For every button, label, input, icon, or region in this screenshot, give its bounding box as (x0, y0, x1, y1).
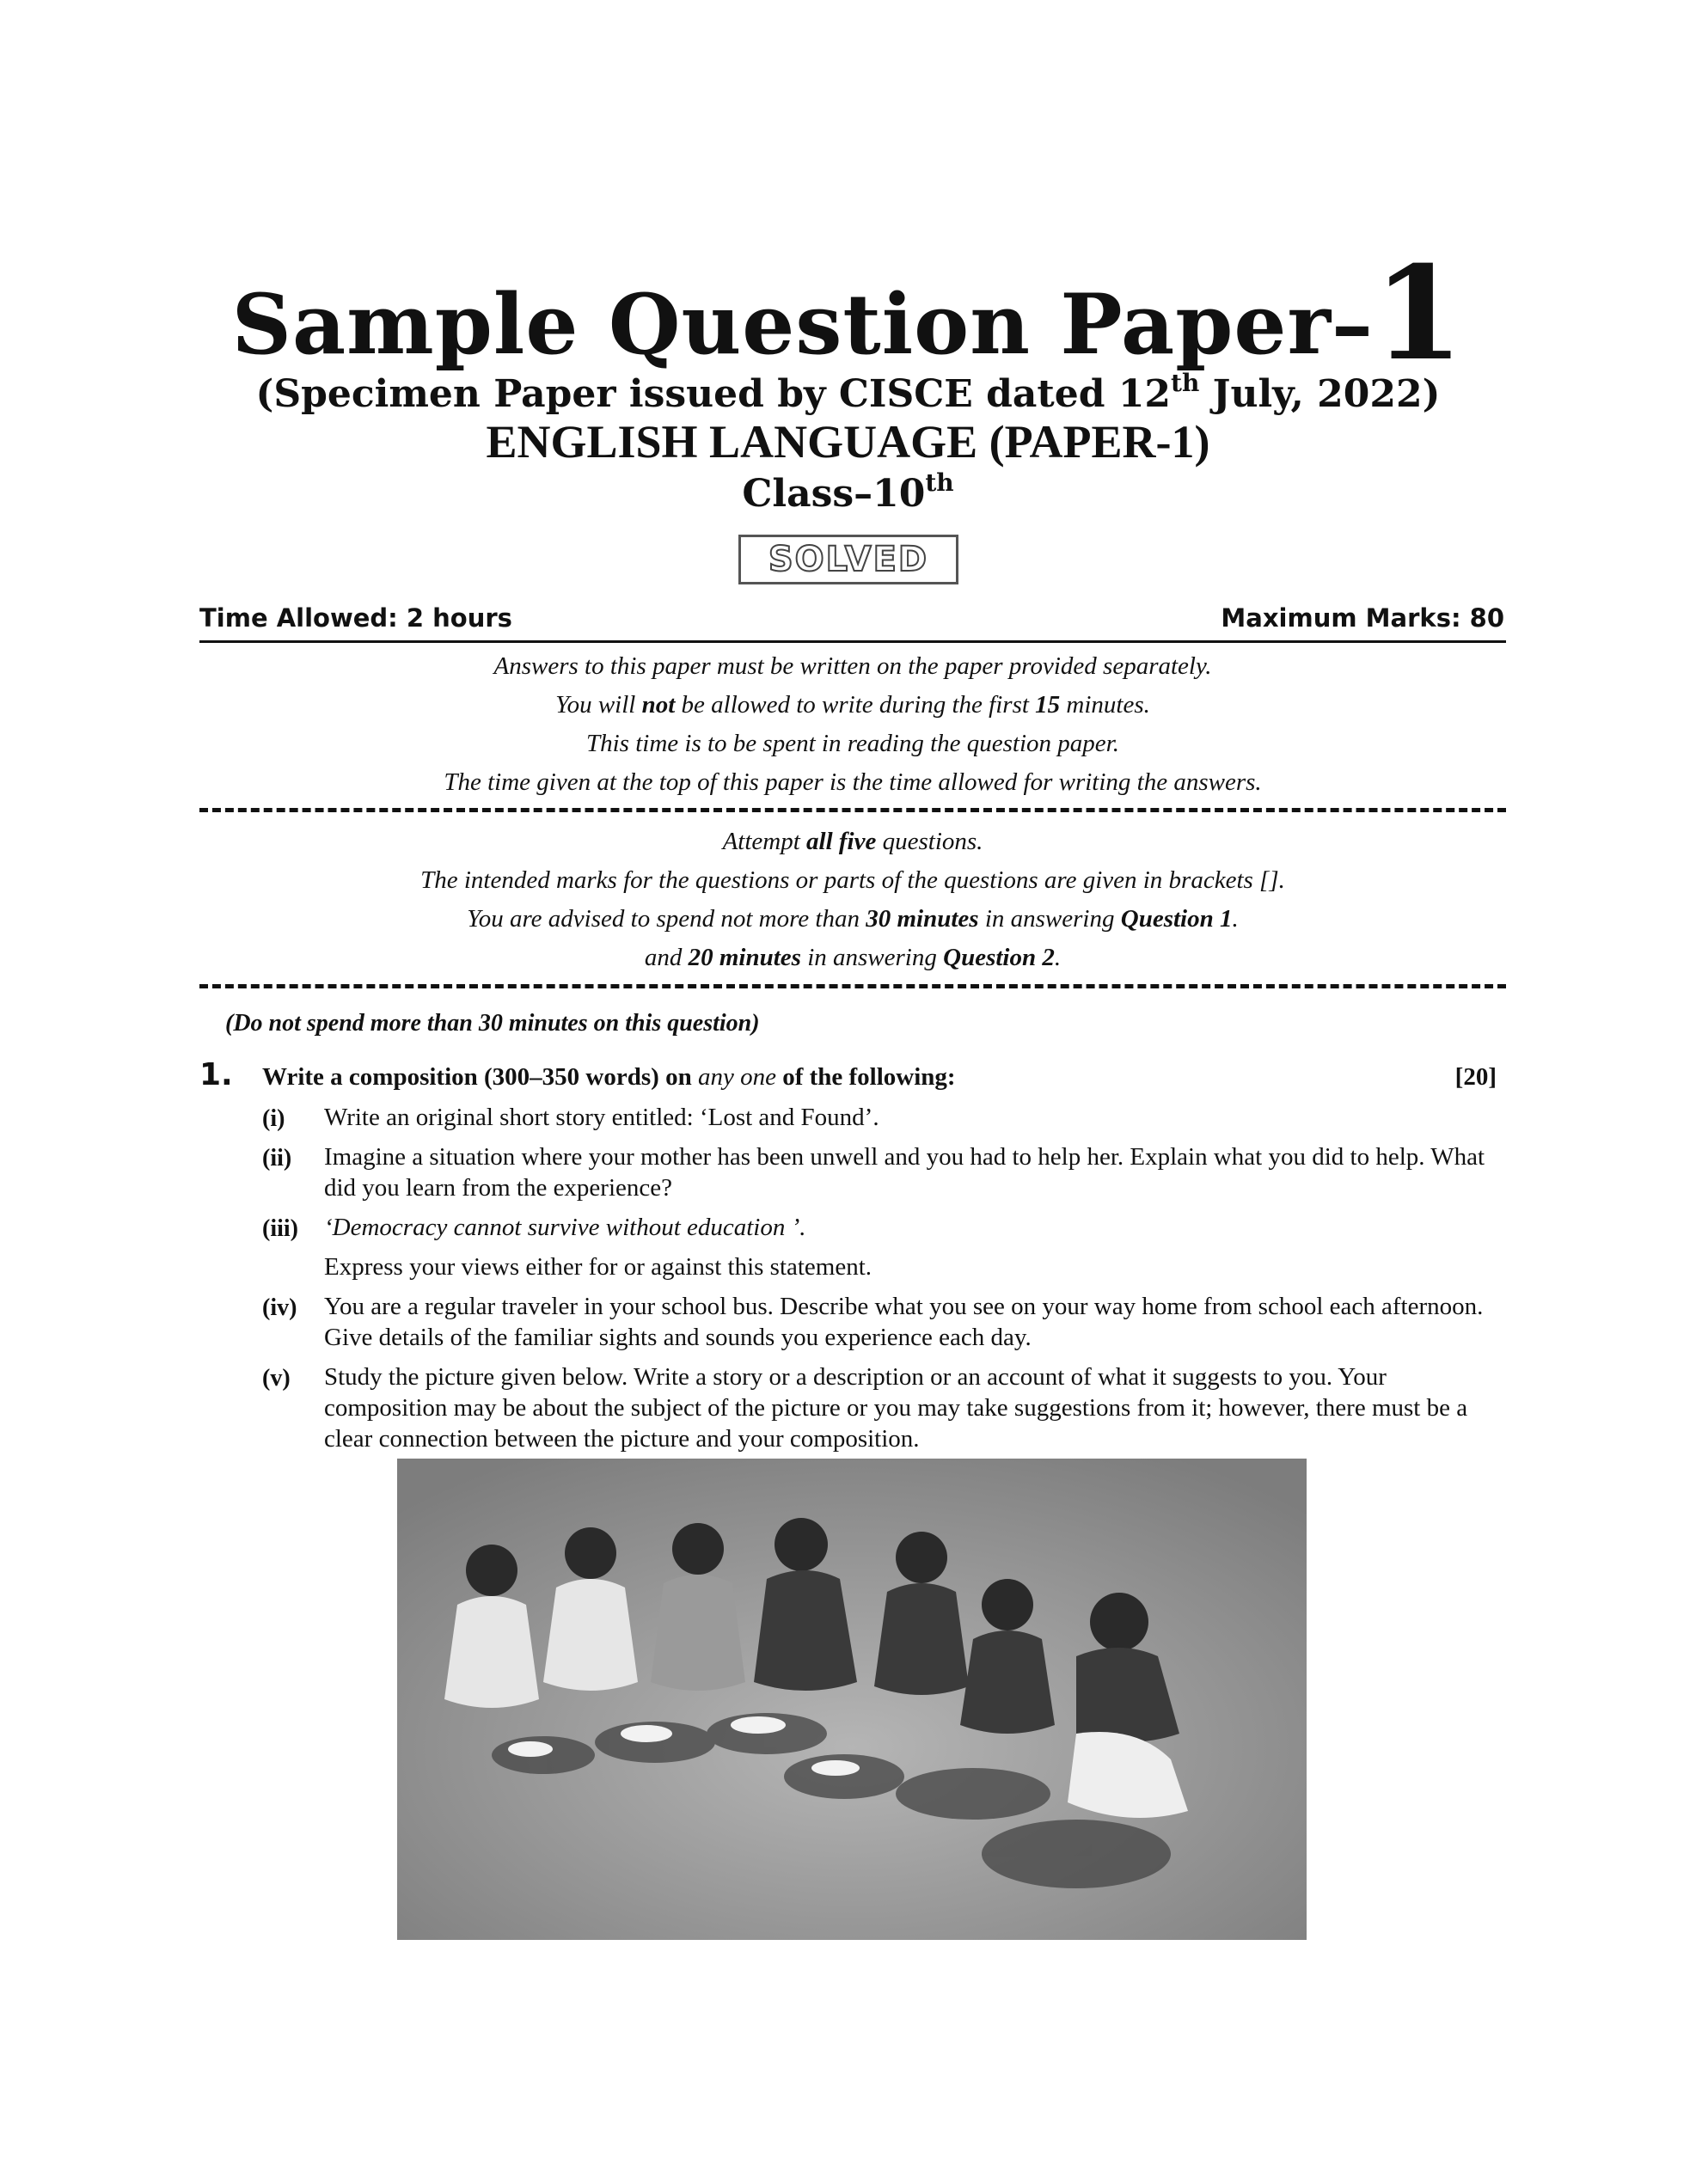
instruction-line: You will not be allowed to write during the first 15 minutes. (555, 691, 1150, 719)
instruction-line: and 20 minutes in answering Question 2. (644, 944, 1062, 971)
class-sup: th (925, 468, 954, 497)
paper-name: ENGLISH LANGUAGE (PAPER-1) (486, 416, 1210, 468)
question-text-b: any one (697, 1063, 776, 1091)
title-number: 1 (1374, 238, 1465, 389)
children-eating-photo (397, 1459, 1307, 1940)
option-text-continued: Express your views either for or against this statement. (324, 1253, 872, 1281)
dashed-divider (199, 984, 1506, 988)
option-text: Imagine a situation where your mother has been unwell and you had to help her. Explain what you did to help. What did you learn from the experience? (324, 1143, 1485, 1202)
option-text: Write an original short story entitled: ‘Lost and Found’. (324, 1104, 879, 1131)
class-label (0, 468, 1696, 516)
question-marks: [20] (1454, 1063, 1497, 1091)
photo-illustration (397, 1459, 1307, 1940)
question-text-a: Write a composition (300–350 words) on (262, 1063, 698, 1091)
title-text: Sample Question Paper– (231, 276, 1375, 373)
option-label: (iv) (262, 1294, 297, 1321)
option-label: (iii) (262, 1215, 298, 1242)
time-allowed: Time Allowed: 2 hours (199, 603, 512, 633)
solved-badge (738, 535, 958, 584)
instruction-line: Attempt all five questions. (722, 828, 983, 855)
header-divider (199, 640, 1506, 643)
option-text: Study the picture given below. Write a story or a description or an account of what it suggests to you. Your composition may be about the subject of the picture or you may take suggestions from it; however, there must be a clear connection between the picture and your composition. (324, 1363, 1468, 1453)
question-text-c: of the following: (775, 1063, 956, 1091)
option-label: (ii) (262, 1145, 292, 1172)
option-text: You are a regular traveler in your school bus. Describe what you see on your way home from school each afternoon. Give details of the familiar sights and sounds you experience each day. (324, 1293, 1484, 1351)
instruction-line: This time is to be spent in reading the question paper. (586, 730, 1119, 757)
subtitle-pre: (Specimen Paper issued by CISCE dated 12 (255, 372, 1172, 416)
solved-badge-text: SOLVED (768, 540, 929, 579)
option-label: (v) (262, 1365, 291, 1392)
instruction-line: The intended marks for the questions or parts of the questions are given in brackets []. (420, 866, 1285, 894)
option-label: (i) (262, 1105, 285, 1132)
question-number: 1. (199, 1057, 233, 1092)
instruction-line: You are advised to spend not more than 30 minutes in answering Question 1. (467, 905, 1239, 933)
subtitle-post: July, 2022) (1199, 372, 1441, 416)
option-text: ‘Democracy cannot survive without education ’. (324, 1214, 806, 1241)
specimen-subtitle (0, 369, 1696, 416)
instruction-line: The time given at the top of this paper is the time allowed for writing the answers. (444, 768, 1262, 796)
time-note: (Do not spend more than 30 minutes on this question) (225, 1010, 760, 1037)
subtitle-sup: th (1171, 369, 1200, 397)
instruction-line: Answers to this paper must be written on the paper provided separately. (493, 652, 1212, 680)
question-text (262, 1063, 956, 1092)
class-text: Class–10 (742, 472, 926, 516)
dashed-divider (199, 808, 1506, 812)
maximum-marks: Maximum Marks: 80 (1221, 603, 1504, 633)
